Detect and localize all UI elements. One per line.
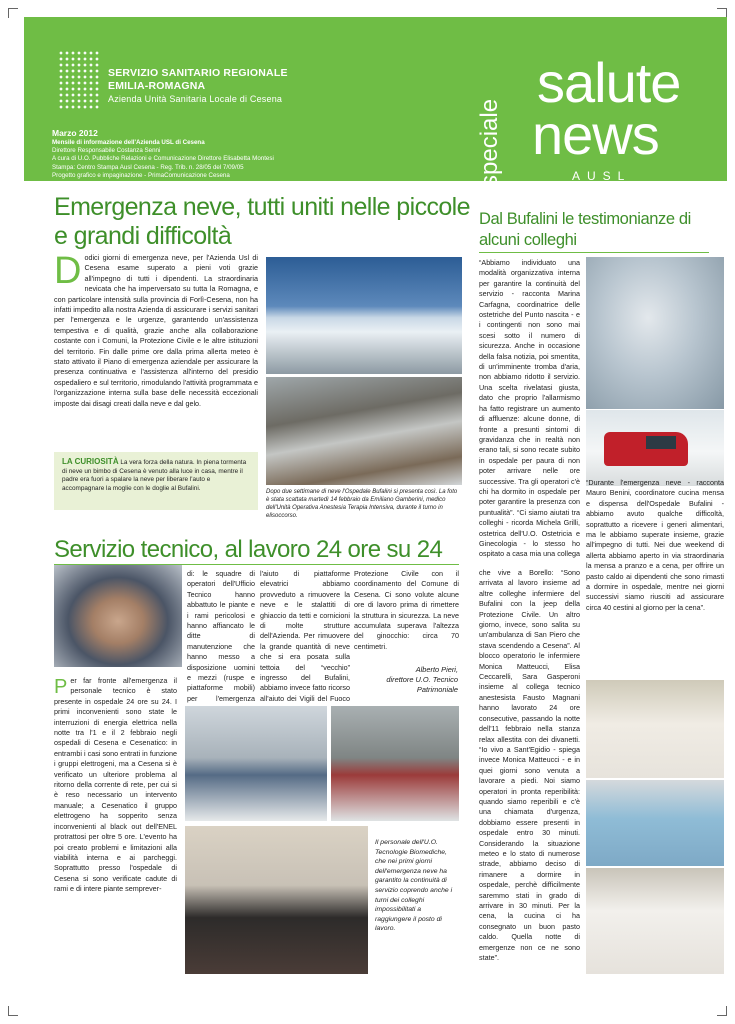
tech-text-3: l'aiuto di piattaforme elevatrici abbiamo provveduto a rimuovere la neve e le stalattiti di ghiaccio da tetti e cornicioni di molte strutture dell'Azienda. Per rimuovere la grande quantità di neve che si era posata sulla tettoia del “vecchio” ingresso del Bufalini, abbiamo invece fatto ricorso all'aiuto dei Vigili del Fuoco <box>260 569 350 703</box>
photo-red-jeep <box>586 410 724 486</box>
dropcap: D <box>54 250 82 292</box>
photo-caption: Dopo due settimane di neve l'Ospedale Bufalini si presenta così. La foto è stata scattata martedì 14 febbraio da Emiliano Gamberini, medico dell'Unità Operativa Anestesia Terapia Intensiva, durante il turno in elisoccorso. <box>266 489 458 519</box>
photo-workers-snow <box>185 706 327 821</box>
brand-news: news <box>532 103 659 166</box>
group-caption: Il personale dell'U.O. Tecnologie Biomediche, che nei primi giorni dell'emergenza neve ha garantito la continuità di servizio coprendo anche i turni dei colleghi impossibilitati a raggiungere il posto di lavoro. <box>375 839 453 933</box>
credit-line: Stampa: Centro Stampa Ausl Cesena - Reg. Trib. n. 28/05 del 7/09/05 <box>52 163 244 171</box>
photo-biomedical-team <box>185 826 368 974</box>
credit-line: Mensile di informazione dell'Azienda USL di Cesena <box>52 139 205 146</box>
main-intro: odici giorni di emergenza neve, per l'Azienda Usl di Cesena esame superato a pieni voti grazie all'impegno di tutti i dipendenti. La straordinaria nevicata che ha imperversato su tutta la Romagna, e con particolare intensità sulla provincia di Forlì-Cesena, non ha infatti impedito alla nostra Azienda di assicurare i servizi sanitari per l'emergenza e le urgenze, garantendo un'assistenza tempestiva e di qualità, grazie anche alla collaborazione costante con i Comuni, la Protezione Civile e le altre istituzioni del territorio. Fin dalle prime ore dalla prima allerta meteo è stato attivato il Piano di emergenza aziendale per assicurare la presenza continuativa e l'assistenza all'interno del presidio ospedaliero e sul territorio, rimodulando l'attività programmata e l'organizzazione interna sulla base delle necessità eccezionali imposte dai disagi creati dalla neve e dal gelo. <box>54 253 258 408</box>
tech-headline: Servizio tecnico, al lavoro 24 ore su 24 <box>54 536 443 563</box>
curiosity-text: La vera forza della natura. In piena tormenta di neve un bimbo di Cesena è venuto alla luce in casa, mentre il padre era fuori a spalare la neve per liberare l'auto e accompagnare la moglie con le doglie al Bufalini. <box>62 459 247 492</box>
signature <box>370 665 458 695</box>
photo-snowy-trees <box>586 257 724 409</box>
curiosity-label: LA CURIOSITÀ <box>62 457 119 466</box>
main-article-text <box>54 250 258 409</box>
crop-mark <box>8 8 18 18</box>
credit-line: A cura di U.O. Pubbliche Relazioni e Comunicazione Direttore Elisabetta Montesi <box>52 155 274 163</box>
signature-name: Alberto Pieri, <box>415 665 458 674</box>
org-line-2: EMILIA-ROMAGNA <box>108 80 206 92</box>
side-text-1: “Abbiamo individuato una modalità organizzativa interna per garantire la continuità del servizio - racconta Marina Carfagna, coordinatrice delle ostetriche del Punto nascita - e i contingenti non sono mai scesi sotto il numero di sicurezza. Anche in occasione della falsa notizia, poi smentita, di un'imminente tromba d'aria, non abbiamo ridotto il servizio. Una scelta rivelatasi giusta, dato che proprio l'allarmismo ha fatto registrare un aumento di affluenze: alcune donne, di fronte a presunti sintomi di gravidanza che in realtà non erano tali, si sono recate subito in ospedale per paura di non poter arrivare nelle ore successive. Tra gli operatori c'è chi ha dormito in ospedale per poter garantire la presenza con puntualità”. “Ci siamo aiutati tra colleghi - ricorda Michela Grilli, ostetrica dell'U.O. Ostetricia e Ginecologia - lo stesso ho ospitato a casa mia una collega <box>479 258 580 558</box>
org-block <box>108 67 288 106</box>
org-line-1: SERVIZIO SANITARIO REGIONALE <box>108 67 288 79</box>
brand-speciale: speciale <box>476 98 503 187</box>
tech-text-4: Protezione Civile con il coordinamento del Comune di Cesena. Ci sono volute alcune ore di lavoro prima di rimettere la struttura in sicurezza. La neve accumulata superava l'altezza del ginocchio: circa 70 centimetri. <box>354 569 459 651</box>
curiosity-box <box>54 452 258 510</box>
photo-kitchen-staff <box>586 680 724 778</box>
brand-ausl: AUSL CESENA <box>572 169 664 197</box>
regional-logo-icon <box>58 50 100 110</box>
issue-month: Marzo 2012 <box>52 128 98 138</box>
photo-service-vehicle <box>331 706 459 821</box>
side-headline: Dal Bufalini le testimonianze di alcuni colleghi <box>479 210 691 249</box>
tech-text-1 <box>54 676 177 976</box>
masthead-credits <box>52 128 274 180</box>
credit-line: Progetto grafico e impaginazione - PrimaComunicazione Cesena <box>52 171 230 179</box>
photo-surgical-staff <box>586 780 724 866</box>
side-text-2: che vive a Borello: “Sono arrivata al lavoro insieme ad altre colleghe infermiere del Bufalini con la jeep della Protezione Civile. Un altro giorno, invece, sono salita su un'ambulanza di San Piero che stava scendendo a Cesena”. Al blocco operatorio le infermiere Monica Matteucci, Elisa Ceccarelli, Sara Gasperoni insieme al collega tecnico anestesista Fausto Magnani hanno lavorato 24 ore consecutive, passando la notte dell'11 febbraio nella stanza relax allestita con dei divanetti. “Io vivo a Sant'Egidio - spiega invece Monica Matteucci - e in quei giorni sono venuta a lavorare a piedi. Noi siamo operatori in pronta reperibilità: quando siamo reperibili e c'è una chiamata d'urgenza, dobbiamo essere presenti in ospedale entro 30 minuti. Considerando la situazione meteo e lo stato di numerose strade, abbiamo deciso di rimanere a dormire in ospedale, perchè difficilmente saremmo stati in grado di arrivare in 30 minuti. Per la cena, la cucina ci ha consegnato un buon pasto caldo. Quella notte di emergenze non ce ne sono state”. <box>479 568 580 963</box>
divider <box>479 252 709 253</box>
tech-text-2: di: le squadre di operatori dell'Ufficio Tecnico hanno abbattuto le piante e i rami pericolosi e hanno affiancato le ditte di manutenzione che hanno messo a disposizione uomini e mezzi (ruspe e piattaforme mobili) per l'emergenza <box>187 569 255 703</box>
org-line-3: Azienda Unità Sanitaria Locale di Cesena <box>108 94 283 104</box>
photo-portrait <box>54 565 182 667</box>
masthead <box>24 17 727 197</box>
crop-mark <box>717 1006 727 1016</box>
photo-hospital-snow <box>266 257 462 374</box>
brand-salute: salute <box>537 51 681 114</box>
signature-role: direttore U.O. Tecnico Patrimoniale <box>386 675 458 694</box>
tech-col1: er far fronte all'emergenza il personale tecnico è stato presente in ospedale 24 ore su 24. I primi inconvenienti sono state le interruzioni di energia elettrica nella notte tra l'1 e il 2 febbraio negli ospedali di Cesena e Cesenatico: in entrambi i casi sono entrati in funzione i gruppi elettrogeni, ma a Cesena si è verificato un ulteriore problema al ritorno della corrente di rete, per cui si è reso necessario un intervento manuale; a Cesenatico il gruppo elettrogeno ha sopperito senza inconvenienti al black out dell'ENEL protrattosi per oltre 5 ore. L'evento ha poi creato problemi e limitazioni alla viabilità interna e ai parcheggi. Soprattutto presso l'ospedale di Cesena si sono verificate cadute di rami e di intere piante semprever- <box>54 676 177 894</box>
side-text-3: “Durante l'emergenza neve - racconta Mauro Benini, coordinatore cucina mensa e dispensa dell'Ospedale Bufalini - abbiamo avuto qualche difficoltà, soprattutto a ricevere i generi alimentari, ma le abbiamo superate insieme, grazie all'impegno di tutti. Nei due weekend di allerta abbiamo aperto in via straordinaria la mensa a pranzo e a cena, per offrire un pasto caldo ai dipendenti che sono rimasti a dormire in ospedale, mentre nei giorni successivi siamo riusciti ad assicurare circa 40 cestini al giorno per la cena”. <box>586 478 724 612</box>
credit-line: Direttore Responsabile Costanza Senni <box>52 147 161 155</box>
photo-hospital-aerial <box>266 377 462 485</box>
dropcap: P <box>54 676 68 698</box>
photo-nurses <box>586 868 724 974</box>
main-headline: Emergenza neve, tutti uniti nelle piccole e grandi difficoltà <box>54 193 470 250</box>
jeep-window <box>646 436 676 449</box>
crop-mark <box>8 1006 18 1016</box>
